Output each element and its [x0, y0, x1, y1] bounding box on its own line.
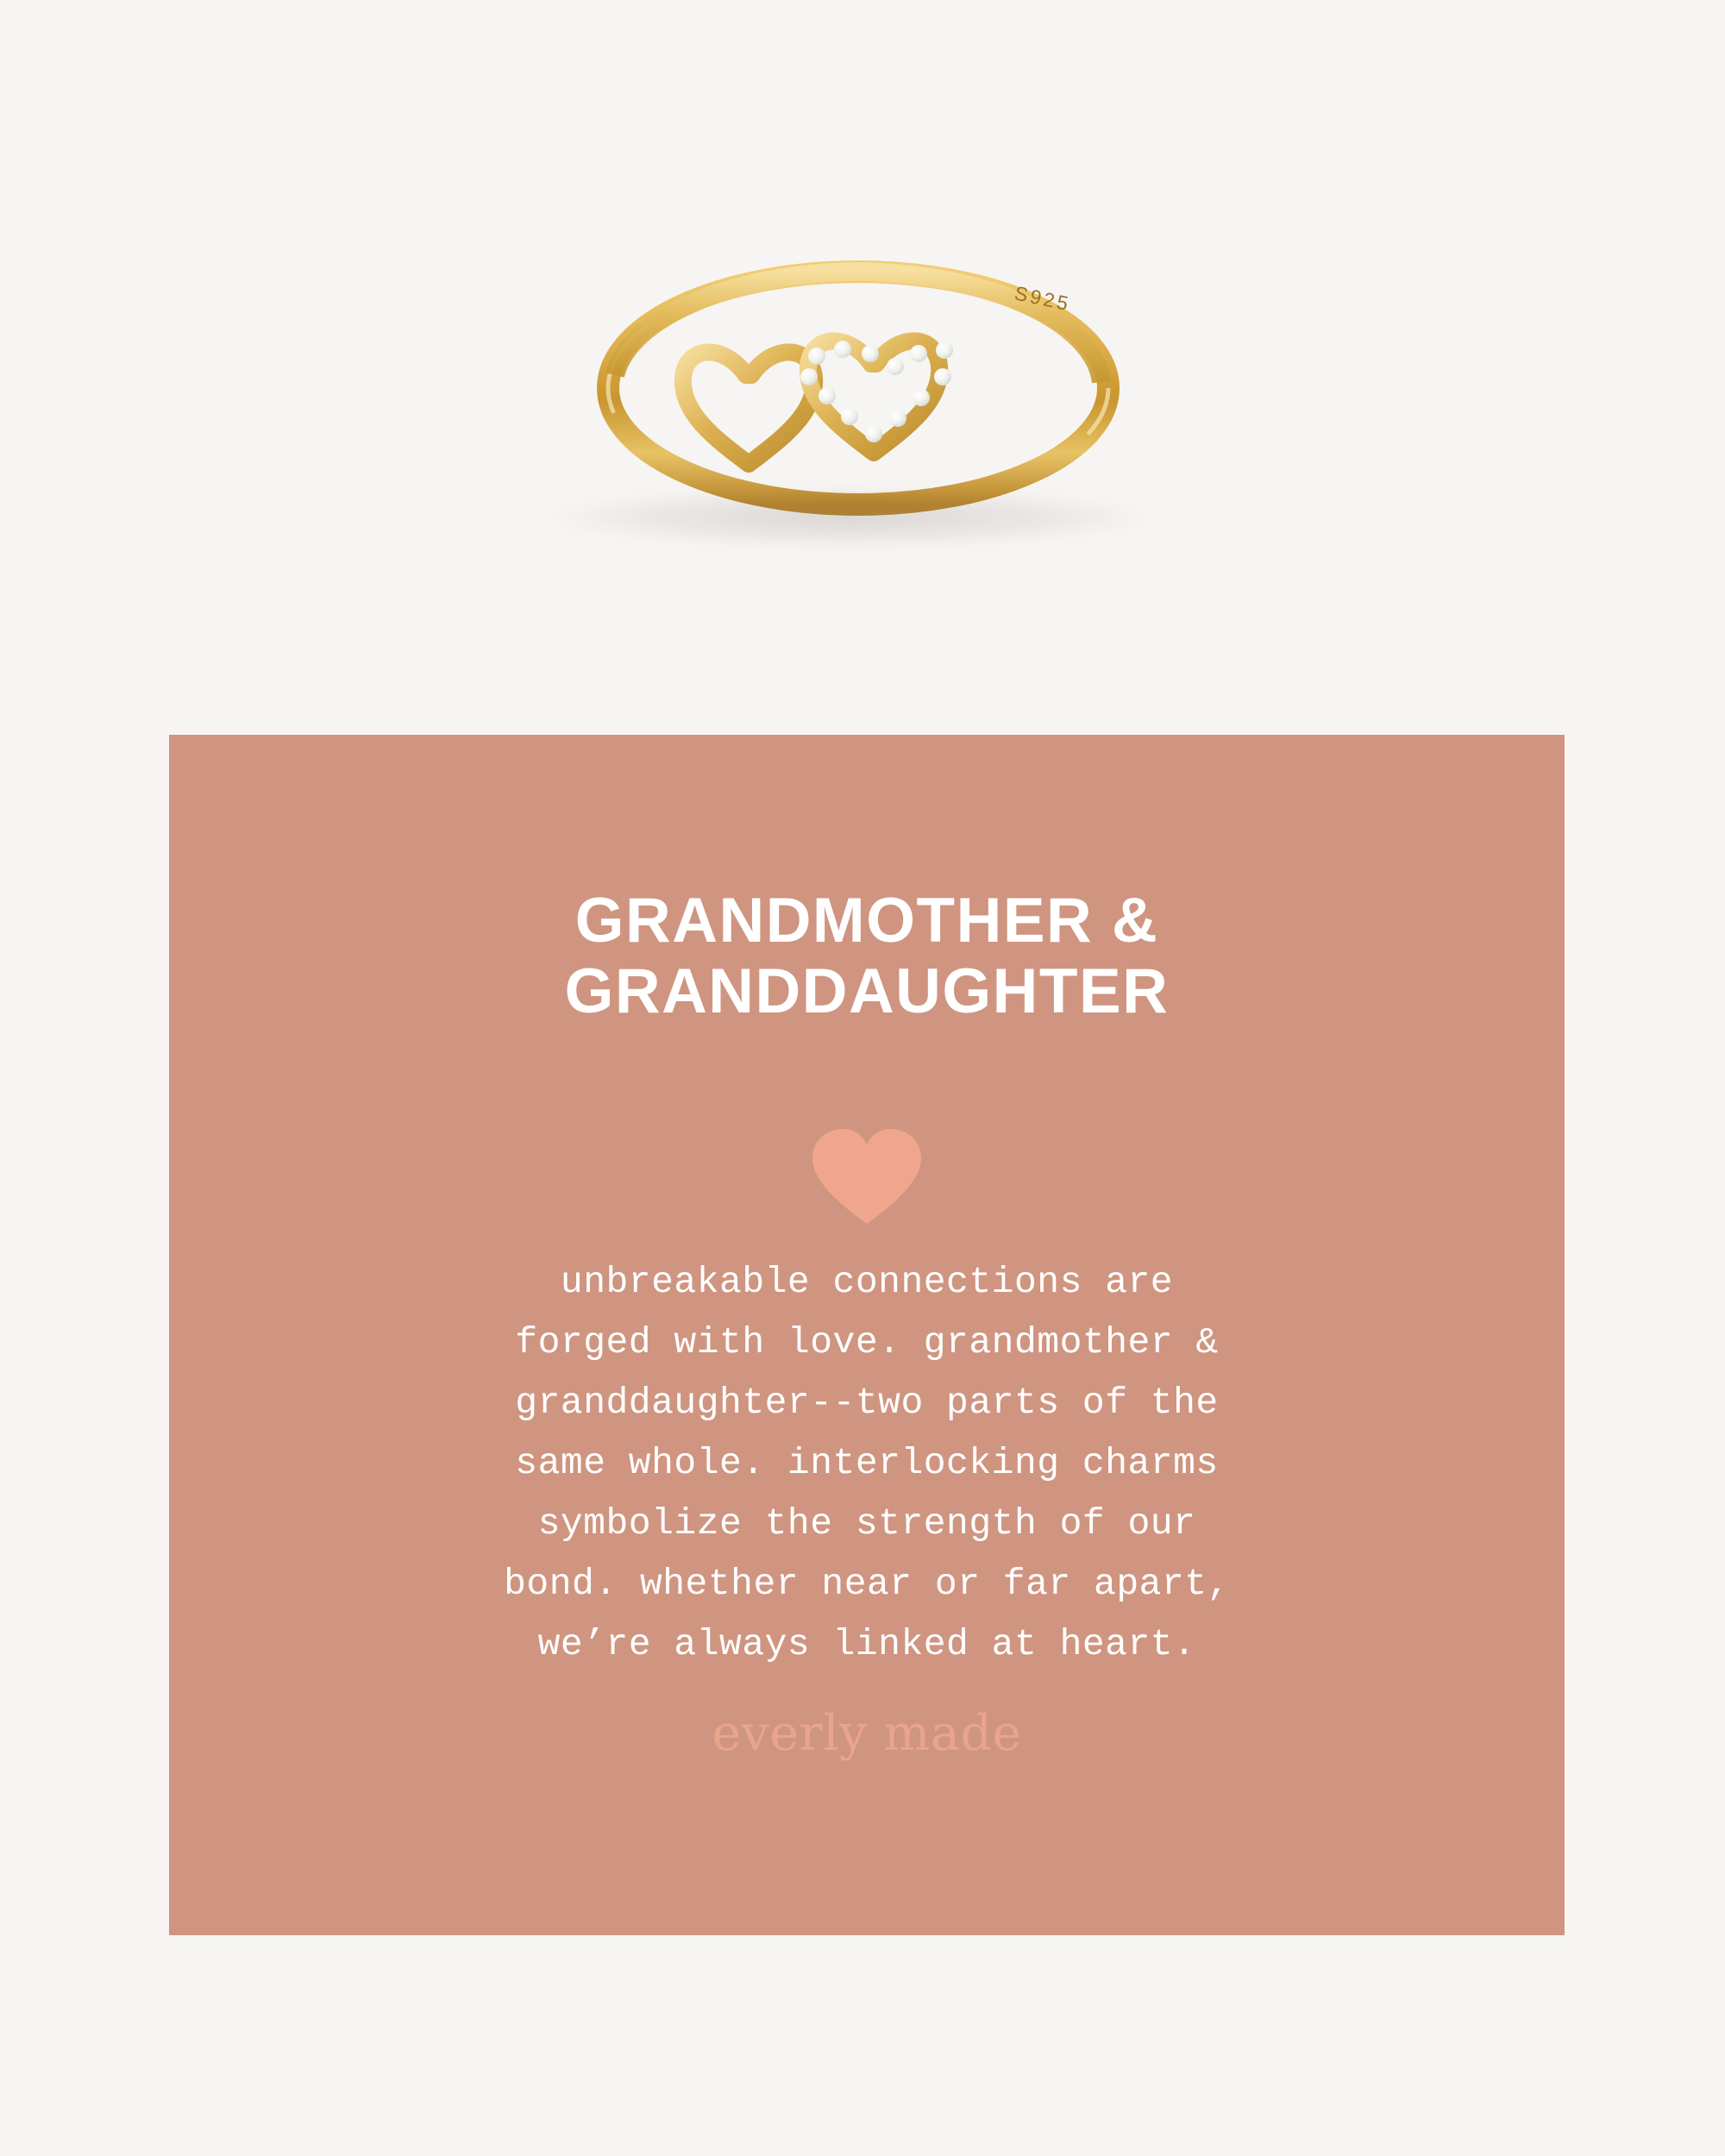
ring-shadow: [548, 487, 1151, 548]
right-heart-charm: [800, 341, 953, 453]
ring-engraving-text: S925: [1012, 281, 1073, 316]
heart-icon: [811, 1127, 923, 1231]
ring-product-image: [513, 246, 1203, 591]
product-photo-area: [0, 0, 1725, 707]
card-title-line-2: GRANDDAUGHTER: [564, 956, 1170, 1027]
brand-wordmark: everly made: [712, 1705, 1022, 1762]
card-message-line: same whole. interlocking charms: [515, 1442, 1219, 1485]
card-message-line: symbolize the strength of our: [537, 1502, 1196, 1545]
card-message-line: forged with love. grandmother &: [515, 1321, 1219, 1364]
card-title-line-1: GRANDMOTHER &: [574, 886, 1159, 956]
message-card-inner: [169, 735, 1565, 1935]
message-card: [169, 735, 1565, 1935]
card-title: [169, 886, 1565, 1028]
card-message-line: bond. whether near or far apart,: [504, 1563, 1230, 1606]
card-message-line: unbreakable connections are: [560, 1261, 1174, 1303]
card-message-line: granddaughter--two parts of the: [515, 1382, 1219, 1425]
card-message-line: we’re always linked at heart.: [537, 1623, 1196, 1666]
card-message: [410, 1252, 1324, 1676]
left-heart-charm: [683, 352, 814, 464]
